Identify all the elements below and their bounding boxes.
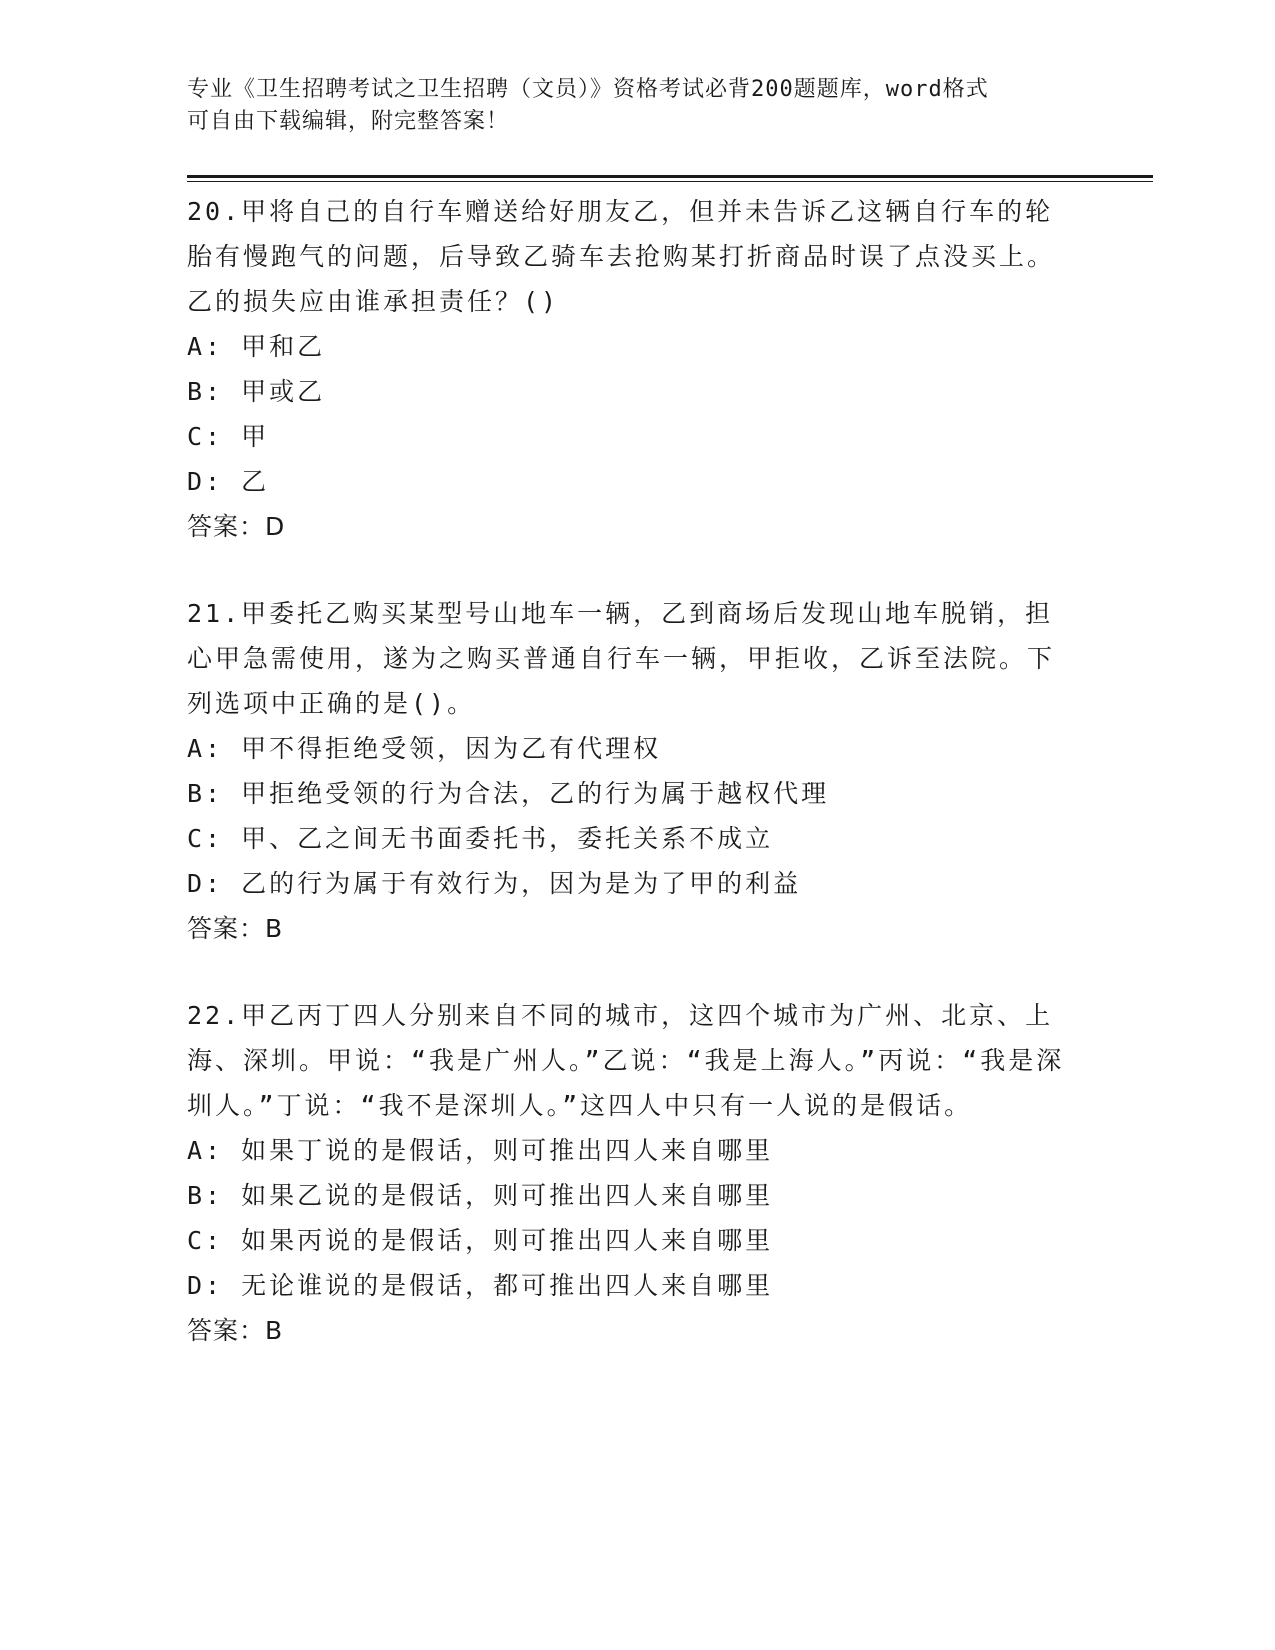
header-divider-thick: [187, 175, 1153, 178]
question-20: [187, 189, 1087, 549]
question-stem: 21.甲委托乙购买某型号山地车一辆，乙到商场后发现山地车脱销，担心甲急需使用，遂为之购买普通自行车一辆，甲拒收，乙诉至法院。下列选项中正确的是()。: [187, 599, 1056, 718]
option-d: D: 乙: [187, 467, 270, 496]
header-line-1: 专业《卫生招聘考试之卫生招聘（文员）》资格考试必背200题题库，word格式: [187, 77, 989, 102]
option-c: C: 如果丙说的是假话，则可推出四人来自哪里: [187, 1226, 774, 1255]
option-b: B: 甲拒绝受领的行为合法，乙的行为属于越权代理: [187, 779, 830, 808]
answer-label: 答案：B: [187, 914, 284, 943]
option-a: A: 甲和乙: [187, 332, 326, 361]
option-c: C: 甲、乙之间无书面委托书，委托关系不成立: [187, 824, 774, 853]
question-22: [187, 993, 1087, 1353]
option-d: D: 无论谁说的是假话，都可推出四人来自哪里: [187, 1271, 774, 1300]
question-stem: 22.甲乙丙丁四人分别来自不同的城市，这四个城市为广州、北京、上海、深圳。甲说：“我是广州人。”乙说：“我是上海人。”丙说：“我是深圳人。”丁说：“我不是深圳人。”这四人中只有一人说的是假话。: [187, 1001, 1065, 1120]
question-list: [187, 189, 1087, 1395]
answer-label: 答案：D: [187, 512, 286, 541]
header-divider-thin: [187, 181, 1153, 182]
question-stem: 20.甲将自己的自行车赠送给好朋友乙，但并未告诉乙这辆自行车的轮胎有慢跑气的问题，后导致乙骑车去抢购某打折商品时误了点没买上。乙的损失应由谁承担责任？(): [187, 197, 1056, 316]
document-header: [187, 74, 1067, 138]
option-a: A: 甲不得拒绝受领，因为乙有代理权: [187, 734, 662, 763]
option-d: D: 乙的行为属于有效行为，因为是为了甲的利益: [187, 869, 802, 898]
header-line-2: 可自由下载编辑，附完整答案！: [187, 109, 510, 134]
question-21: [187, 591, 1087, 951]
option-b: B: 甲或乙: [187, 377, 326, 406]
option-b: B: 如果乙说的是假话，则可推出四人来自哪里: [187, 1181, 774, 1210]
option-c: C: 甲: [187, 422, 270, 451]
option-a: A: 如果丁说的是假话，则可推出四人来自哪里: [187, 1136, 774, 1165]
answer-label: 答案：B: [187, 1316, 284, 1345]
